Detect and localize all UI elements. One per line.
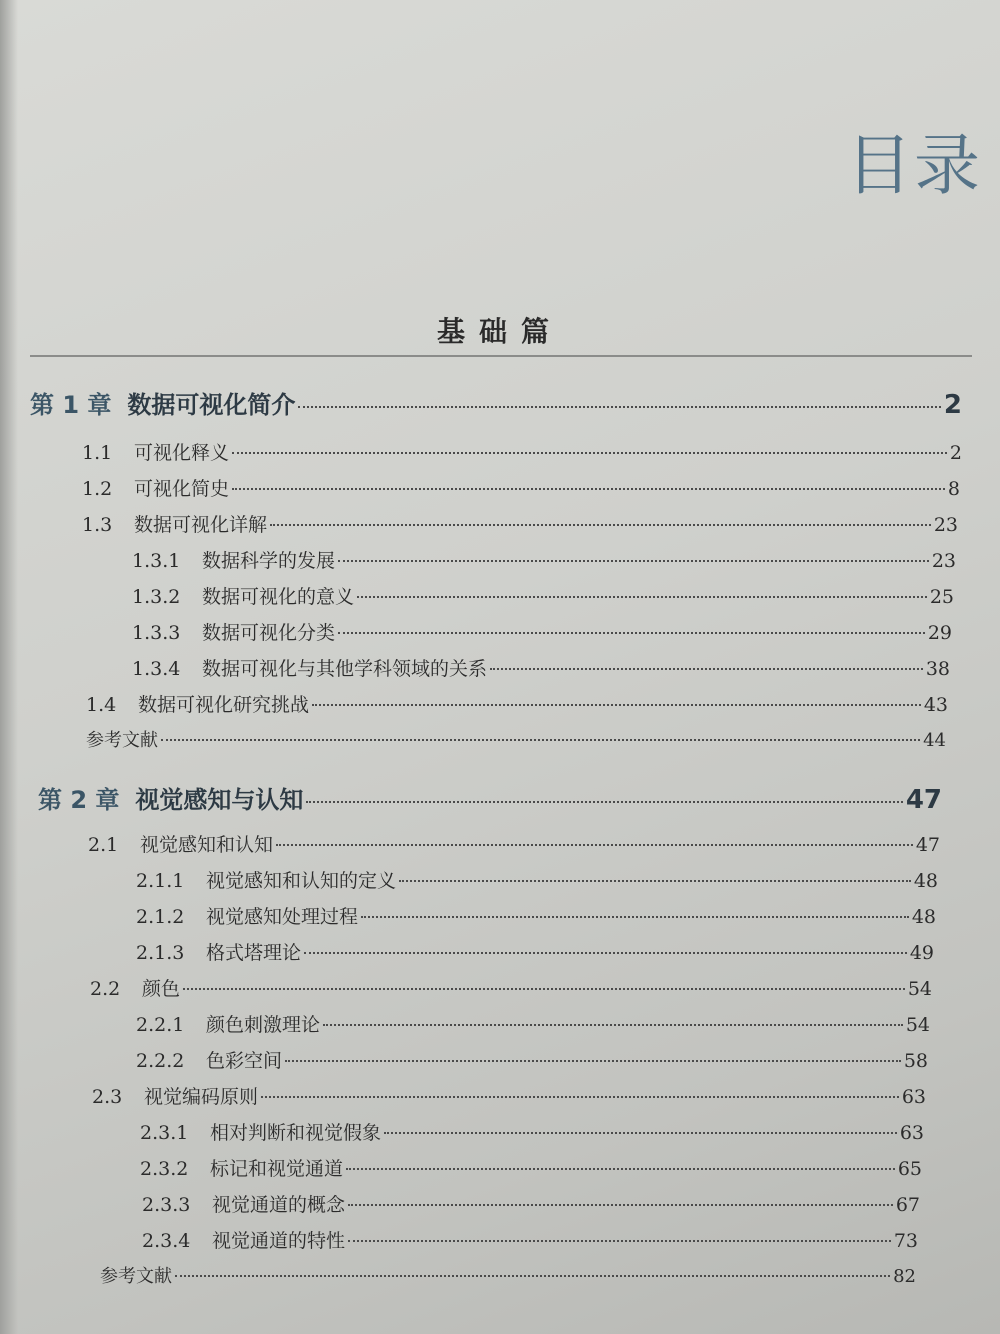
- leader-dots: [261, 1096, 899, 1098]
- toc-entry-page: 47: [905, 785, 942, 815]
- toc-entry-page: 73: [893, 1230, 918, 1252]
- toc-reference-entry: [86, 726, 946, 752]
- toc-entry-page: 2: [949, 442, 962, 464]
- toc-entry-page: 63: [901, 1086, 926, 1108]
- toc-entry-number: 第 2 章: [38, 786, 120, 814]
- toc-entry: [88, 830, 940, 857]
- toc-entry-label: 数据可视化研究挑战: [138, 694, 310, 716]
- toc-entry-page: 49: [909, 942, 934, 964]
- toc-entry-number: 1.2: [82, 478, 113, 500]
- toc-entry-number: 1.4: [86, 694, 117, 716]
- toc-entry-label: 视觉通道的特性: [212, 1230, 346, 1252]
- toc-entry-number: 第 1 章: [30, 391, 112, 419]
- toc-entry-label: 格式塔理论: [206, 942, 302, 964]
- toc-entry-number: 2.1: [88, 834, 119, 856]
- toc-entry: [82, 510, 958, 537]
- toc-entry: [132, 654, 950, 681]
- toc-entry-page: 44: [923, 730, 946, 751]
- toc-reference-entry: [100, 1262, 916, 1288]
- leader-dots: [270, 524, 931, 526]
- leader-dots: [348, 1204, 893, 1206]
- toc-entry-label: 标记和视觉通道: [210, 1158, 344, 1180]
- toc-entry-number: 2.3.4: [142, 1230, 191, 1252]
- page-title: 目录: [846, 127, 982, 204]
- toc-entry-label: 视觉感知处理过程: [206, 906, 359, 928]
- toc-entry: [132, 618, 952, 645]
- part-divider: [30, 355, 972, 357]
- toc-entry-page: 23: [931, 550, 956, 572]
- toc-entry-number: 1.3.4: [132, 658, 181, 680]
- toc-entry-number: 2.3: [92, 1086, 123, 1108]
- toc-entry: [132, 546, 956, 573]
- leader-dots: [338, 632, 925, 634]
- leader-dots: [384, 1132, 897, 1134]
- toc-entry-label: 视觉通道的概念: [212, 1194, 346, 1216]
- leader-dots: [306, 801, 902, 803]
- toc-entry-label: 相对判断和视觉假象: [210, 1122, 382, 1144]
- toc-entry-label: 参考文献: [86, 730, 158, 751]
- toc-entry-label: 数据可视化的意义: [202, 586, 355, 608]
- toc-entry-number: 1.1: [82, 442, 113, 464]
- toc-entry: [140, 1154, 922, 1181]
- leader-dots: [298, 406, 940, 408]
- toc-entry: [132, 582, 954, 609]
- toc-entry-number: 2.3.3: [142, 1194, 191, 1216]
- toc-entry-number: 1.3.1: [132, 550, 181, 572]
- toc-entry-number: 2.3.1: [140, 1122, 189, 1144]
- toc-entry-label: 参考文献: [100, 1266, 172, 1287]
- leader-dots: [399, 880, 911, 882]
- leader-dots: [357, 596, 927, 598]
- toc-entry-number: 2.3.2: [140, 1158, 189, 1180]
- toc-entry-number: 1.3.2: [132, 586, 181, 608]
- toc-entry-page: 67: [895, 1194, 920, 1216]
- toc-entry-label: 视觉感知与认知: [135, 786, 304, 814]
- page-fold-shadow: [0, 0, 18, 1334]
- toc-entry-page: 48: [911, 906, 936, 928]
- toc-entry: [136, 1046, 928, 1073]
- toc-entry-page: 8: [947, 478, 960, 500]
- toc-entry-number: 1.3: [82, 514, 113, 536]
- toc-entry-page: 43: [923, 694, 948, 716]
- toc-entry-label: 数据可视化简介: [127, 391, 296, 419]
- toc-entry-number: 2.1.1: [136, 870, 185, 892]
- toc-entry-label: 色彩空间: [206, 1050, 283, 1072]
- toc-entry-number: 1.3.3: [132, 622, 181, 644]
- toc-entry-page: 54: [907, 978, 932, 1000]
- toc-entry-number: 2.1.2: [136, 906, 185, 928]
- toc-entry-label: 数据科学的发展: [202, 550, 336, 572]
- toc-entry-page: 48: [913, 870, 938, 892]
- toc-entry-label: 可视化简史: [134, 478, 230, 500]
- toc-entry: [142, 1226, 918, 1253]
- leader-dots: [338, 560, 929, 562]
- leader-dots: [276, 844, 913, 846]
- leader-dots: [323, 1024, 903, 1026]
- toc-entry-label: 视觉编码原则: [144, 1086, 259, 1108]
- toc-entry-label: 视觉感知和认知: [140, 834, 274, 856]
- toc-entry-label: 视觉感知和认知的定义: [206, 870, 397, 892]
- leader-dots: [285, 1060, 901, 1062]
- toc-entry-page: 54: [905, 1014, 930, 1036]
- toc-entry-number: 2.2.2: [136, 1050, 185, 1072]
- leader-dots: [312, 704, 921, 706]
- leader-dots: [232, 488, 945, 490]
- toc-entry-page: 38: [925, 658, 950, 680]
- toc-entry: [136, 1010, 930, 1037]
- toc-entry-label: 可视化释义: [134, 442, 230, 464]
- toc-entry-number: 2.2: [90, 978, 121, 1000]
- toc-entry: [136, 866, 938, 893]
- leader-dots: [490, 668, 923, 670]
- toc-entry-page: 82: [893, 1266, 916, 1287]
- toc-entry: [140, 1118, 924, 1145]
- toc-entry: [92, 1082, 926, 1109]
- toc-chapter-entry: [30, 385, 962, 420]
- toc-entry: [90, 974, 932, 1001]
- toc-entry-number: 2.2.1: [136, 1014, 185, 1036]
- toc-entry-number: 2.1.3: [136, 942, 185, 964]
- toc-entry-label: 数据可视化详解: [134, 514, 268, 536]
- toc-entry: [86, 690, 948, 717]
- toc-entry-page: 63: [899, 1122, 924, 1144]
- toc-entry: [142, 1190, 920, 1217]
- toc-entry-page: 23: [933, 514, 958, 536]
- toc-entry-label: 数据可视化与其他学科领域的关系: [202, 658, 488, 680]
- leader-dots: [361, 916, 909, 918]
- toc-entry-page: 65: [897, 1158, 922, 1180]
- leader-dots: [232, 452, 947, 454]
- leader-dots: [161, 739, 920, 741]
- leader-dots: [348, 1240, 891, 1242]
- toc-entry: [82, 438, 962, 465]
- leader-dots: [304, 952, 907, 954]
- toc-entry-page: 29: [927, 622, 952, 644]
- toc-entry-page: 25: [929, 586, 954, 608]
- toc-entry-page: 47: [915, 834, 940, 856]
- toc-entry-label: 数据可视化分类: [202, 622, 336, 644]
- toc-entry-label: 颜色: [142, 978, 181, 1000]
- leader-dots: [183, 988, 905, 990]
- toc-entry-page: 58: [903, 1050, 928, 1072]
- toc-entry-label: 颜色刺激理论: [206, 1014, 321, 1036]
- leader-dots: [346, 1168, 895, 1170]
- part-heading: 基础篇: [436, 315, 563, 348]
- toc-chapter-entry: [38, 780, 942, 815]
- toc-entry-page: 2: [943, 390, 962, 420]
- toc-entry: [136, 902, 936, 929]
- toc-entry: [136, 938, 934, 965]
- toc-entry: [82, 474, 960, 501]
- leader-dots: [175, 1275, 890, 1277]
